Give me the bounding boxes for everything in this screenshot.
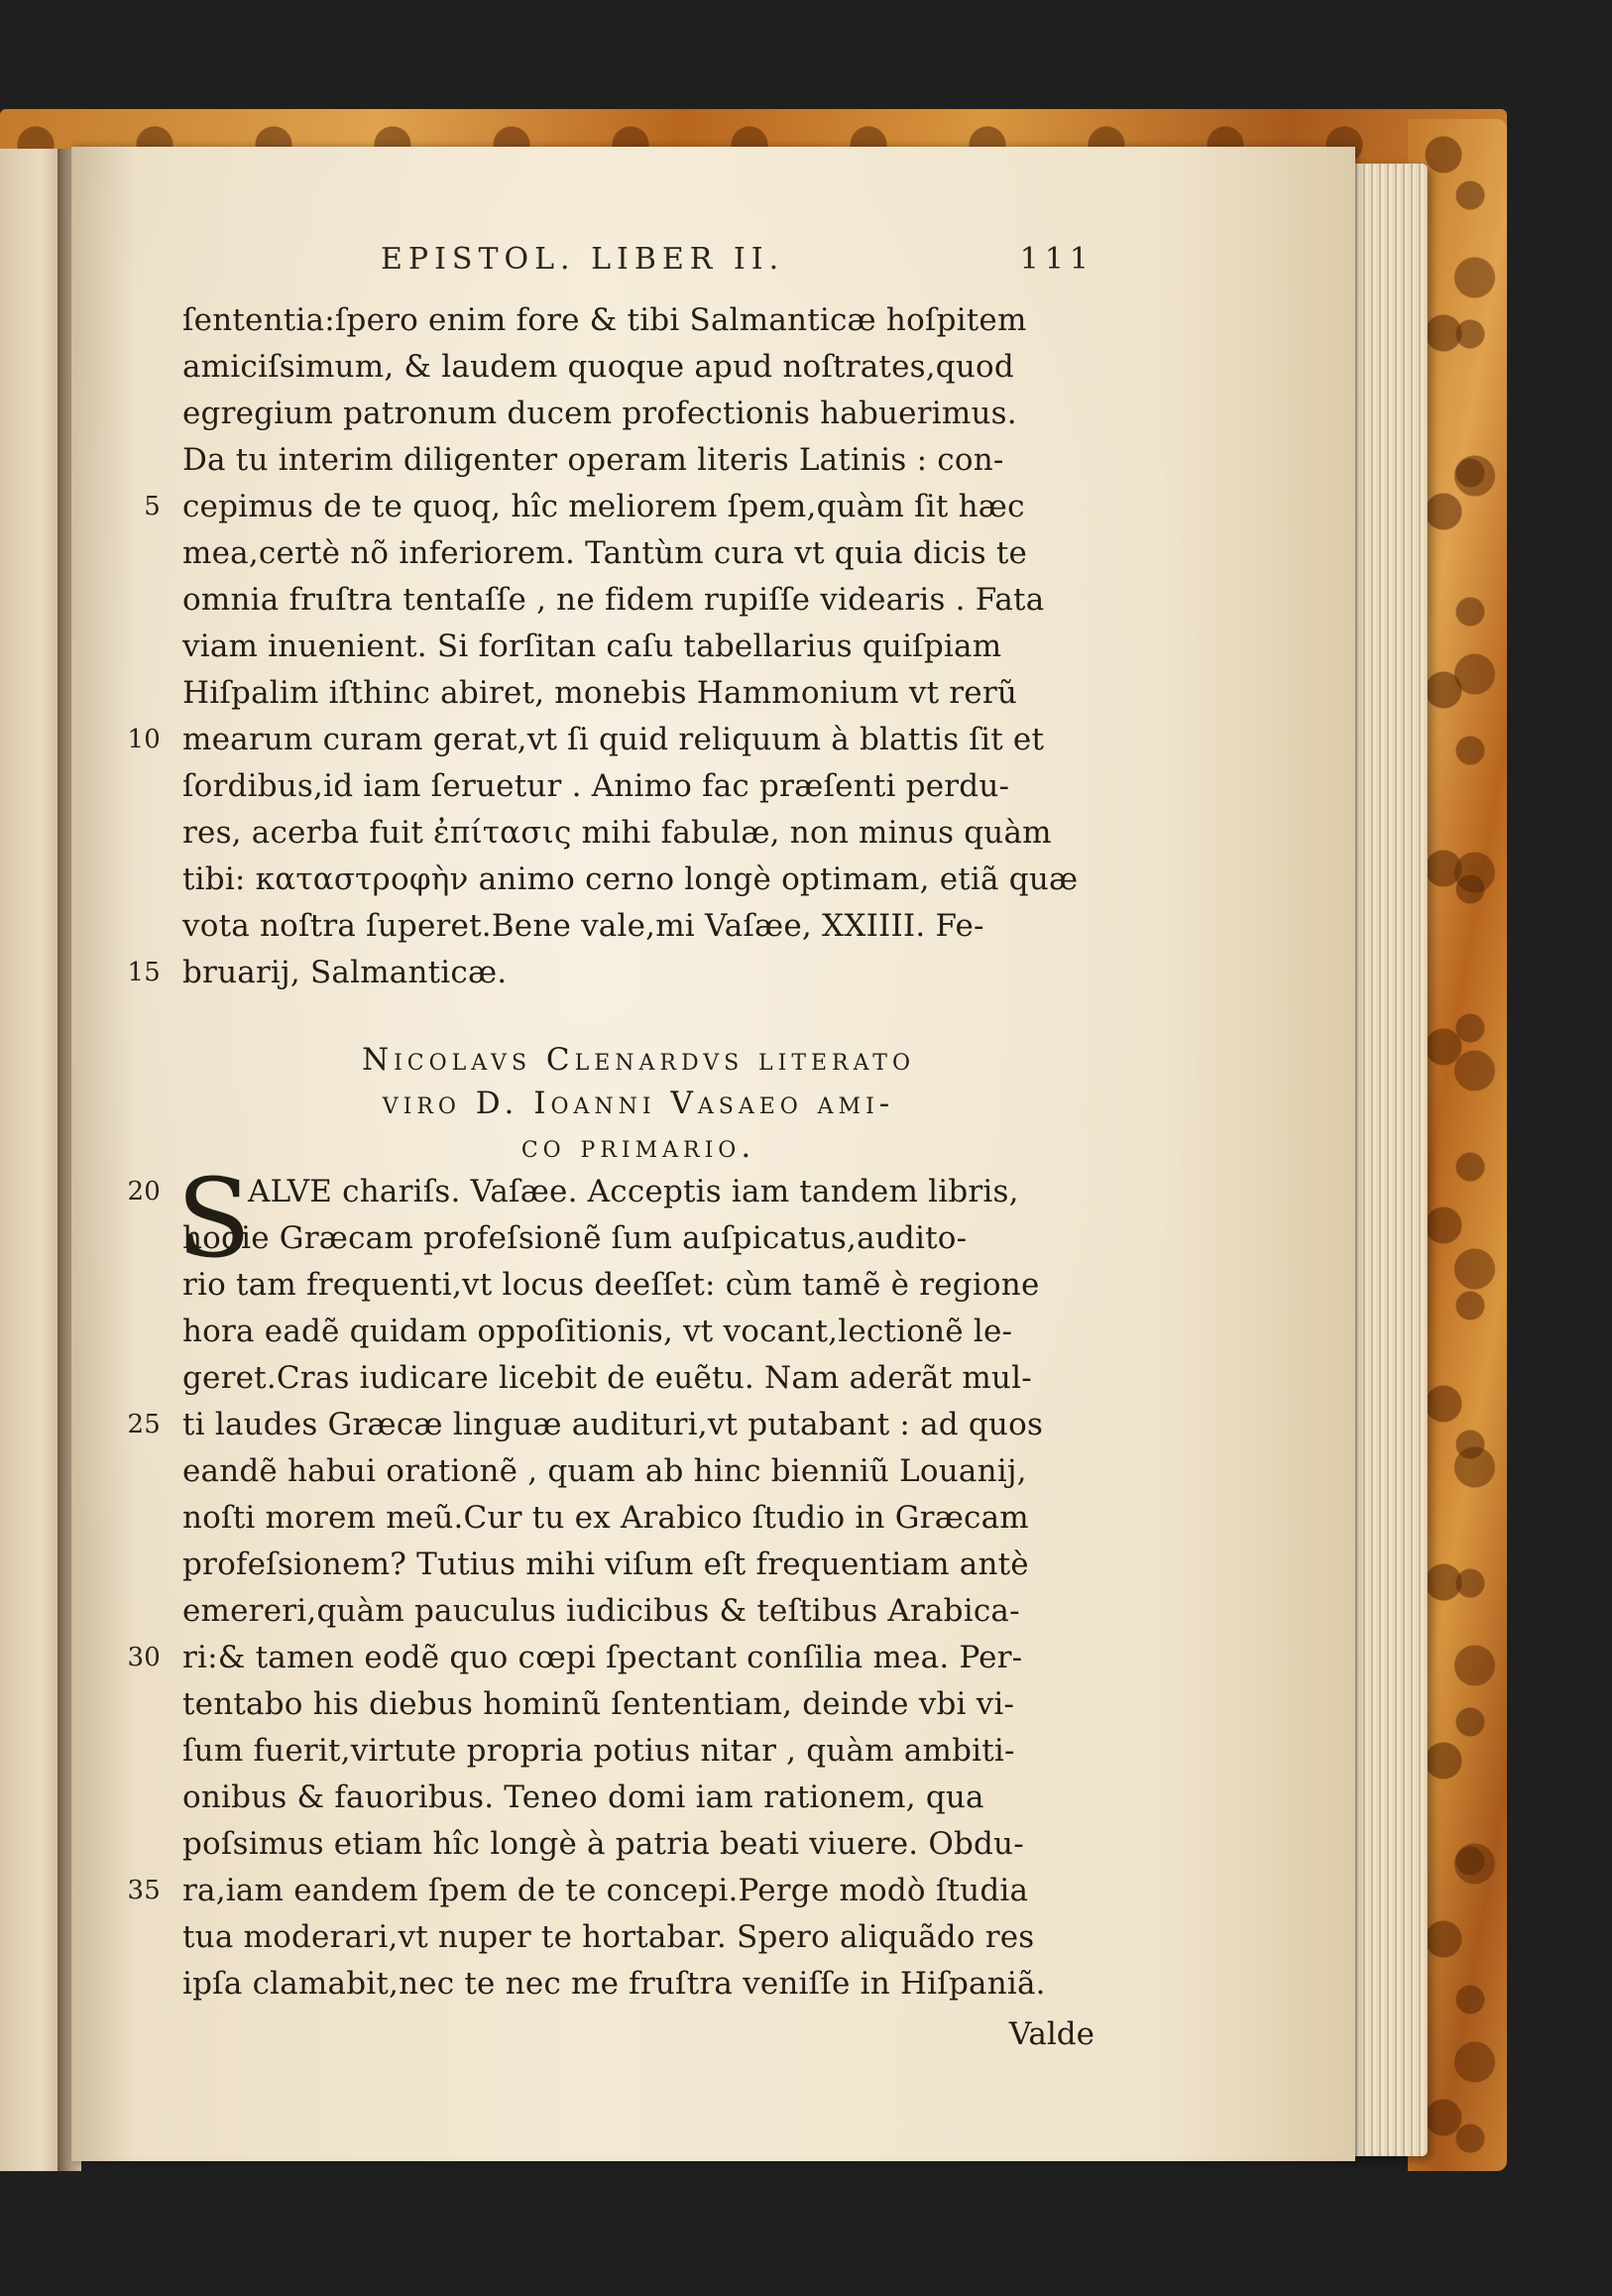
line-text: ti laudes Græcæ linguæ audituri,vt putabant : ad quos — [182, 1407, 1044, 1442]
line-text: res, acerba fuit ἐπίτασις mihi fabulæ, non minus quàm — [182, 815, 1052, 851]
line-number: 20 — [127, 1177, 161, 1206]
line-text: vota noſtra ſuperet.Bene vale,mi Vaſæe, XXIIII. Fe- — [182, 908, 984, 944]
letter-two-line — [127, 1635, 1094, 1681]
letter-one-line — [182, 530, 1094, 577]
letter-two-line — [127, 1868, 1094, 1914]
line-text: ſententia:ſpero enim fore & tibi Salmanticæ hoſpitem — [182, 302, 1027, 338]
letter-two-line — [182, 1215, 1094, 1262]
heading-line: Nicolavs Clenardvs literato — [361, 1042, 916, 1078]
line-text: hodie Græcam profeſsionẽ ſum auſpicatus,audito- — [182, 1220, 968, 1256]
line-text: rio tam frequenti,vt locus deeſſet: cùm tamẽ è regione — [182, 1267, 1040, 1303]
text-block — [127, 242, 1094, 2058]
line-number: 10 — [127, 725, 161, 754]
line-text: eandẽ habui orationẽ , quam ab hinc bienniũ Louanij, — [182, 1453, 1027, 1489]
drop-cap: S — [176, 1155, 252, 1282]
line-text: onibus & fauoribus. Teneo domi iam rationem, qua — [182, 1779, 984, 1815]
line-text: bruarij, Salmanticæ. — [182, 955, 508, 990]
letter-two-line — [182, 1821, 1094, 1868]
line-text: egregium patronum ducem profectionis habuerimus. — [182, 396, 1017, 431]
line-text: emereri,quàm pauculus iudicibus & teſtibus Arabica- — [182, 1593, 1020, 1629]
letter-two-line — [182, 1495, 1094, 1542]
line-text: ri:& tamen eodẽ quo cœpi ſpectant conſilia mea. Per- — [182, 1640, 1023, 1675]
letter-one-line — [182, 297, 1094, 344]
folio-number: 111 — [1019, 242, 1094, 277]
letter-heading — [182, 1038, 1094, 1169]
letter-two-line — [182, 1355, 1094, 1402]
line-text: cepimus de te quoq, hîc meliorem ſpem,quàm ſit hæc — [182, 489, 1025, 524]
letter-one-line — [182, 391, 1094, 437]
letter-two-line — [182, 1775, 1094, 1821]
line-text: Da tu interim diligenter operam literis Latinis : con- — [182, 442, 1004, 478]
line-text: ipſa clamabit,nec te nec me fruſtra veniſſe in Hiſpaniã. — [182, 1966, 1046, 2002]
line-text: mea,certè nõ inferiorem. Tantùm cura vt quia dicis te — [182, 535, 1028, 571]
line-text: tentabo his diebus hominũ ſententiam, deinde vbi vi- — [182, 1686, 1015, 1722]
line-text: noſti morem meũ.Cur tu ex Arabico ſtudio in Græcam — [182, 1500, 1029, 1536]
line-number: 30 — [127, 1643, 161, 1672]
book-page — [71, 147, 1355, 2161]
letter-one-line — [182, 624, 1094, 670]
letter-one-line — [127, 717, 1094, 763]
line-text: omnia fruſtra tentaſſe , ne fidem rupiſſe videaris . Fata — [182, 582, 1045, 618]
letter-two-line — [182, 1588, 1094, 1635]
line-number: 5 — [144, 492, 161, 521]
line-text: tibi: καταστροφὴν animo cerno longè optimam, etiã quæ — [182, 861, 1079, 897]
line-number: 15 — [127, 958, 161, 987]
line-text: viam inuenient. Si forſitan caſu tabellarius quiſpiam — [182, 629, 1002, 664]
line-text: poſsimus etiam hîc longè à patria beati viuere. Obdu- — [182, 1826, 1024, 1862]
letter-one-line — [182, 763, 1094, 810]
line-text: tua moderari,vt nuper te hortabar. Spero aliquãdo res — [182, 1919, 1035, 1955]
letter-two-line — [127, 1169, 1094, 1215]
line-text: ſum fuerit,virtute propria potius nitar , quàm ambiti- — [182, 1733, 1015, 1769]
heading-line: co primario. — [520, 1129, 756, 1165]
letter-one-line — [182, 577, 1094, 624]
line-text: ra,iam eandem ſpem de te concepi.Perge modò ſtudia — [182, 1873, 1029, 1908]
letter-one — [127, 297, 1094, 996]
line-text: Hiſpalim iſthinc abiret, monebis Hammonium vt rerũ — [182, 675, 1018, 711]
catchword: Valde — [1008, 2016, 1094, 2052]
line-text: mearum curam gerat,vt ſi quid reliquum à blattis ſit et — [182, 722, 1045, 757]
letter-two-line — [182, 1448, 1094, 1495]
heading-line: viro D. Ioanni Vasaeo ami- — [382, 1086, 895, 1121]
letter-one-line — [144, 484, 1094, 530]
letter-one-line — [127, 950, 1094, 996]
letter-two-line — [127, 1402, 1094, 1448]
line-text: geret.Cras iudicare licebit de euẽtu. Nam aderãt mul- — [182, 1360, 1032, 1396]
letter-one-line — [182, 810, 1094, 857]
line-text: hora eadẽ quidam oppoſitionis, vt vocant,lectionẽ le- — [182, 1314, 1013, 1349]
letter-two-line — [182, 1914, 1094, 1961]
letter-one-line — [182, 437, 1094, 484]
running-head — [182, 242, 1094, 297]
line-text: profeſsionem? Tutius mihi viſum eſt frequentiam antè — [182, 1547, 1029, 1582]
letter-one-line — [182, 857, 1094, 903]
letter-two — [127, 1155, 1094, 2008]
line-text: ſordibus,id iam ſeruetur . Animo fac præſenti perdu- — [182, 768, 1010, 804]
letter-two-line — [182, 1542, 1094, 1588]
letter-one-line — [182, 670, 1094, 717]
line-text: ALVE chariſs. Vaſæe. Acceptis iam tandem libris, — [248, 1174, 1019, 1209]
letter-two-line — [182, 1961, 1094, 2008]
line-text: amiciſsimum, & laudem quoque apud noſtrates,quod — [182, 349, 1014, 385]
letter-two-line — [182, 1681, 1094, 1728]
section-gap — [182, 996, 1094, 1038]
line-number: 25 — [127, 1410, 161, 1439]
letter-two-line — [182, 1309, 1094, 1355]
letter-one-line — [182, 903, 1094, 950]
running-head-title: EPISTOL. LIBER II. — [381, 242, 785, 277]
letter-two-line — [182, 1262, 1094, 1309]
line-number: 35 — [127, 1876, 161, 1905]
letter-one-line — [182, 344, 1094, 391]
letter-two-line — [182, 1728, 1094, 1775]
